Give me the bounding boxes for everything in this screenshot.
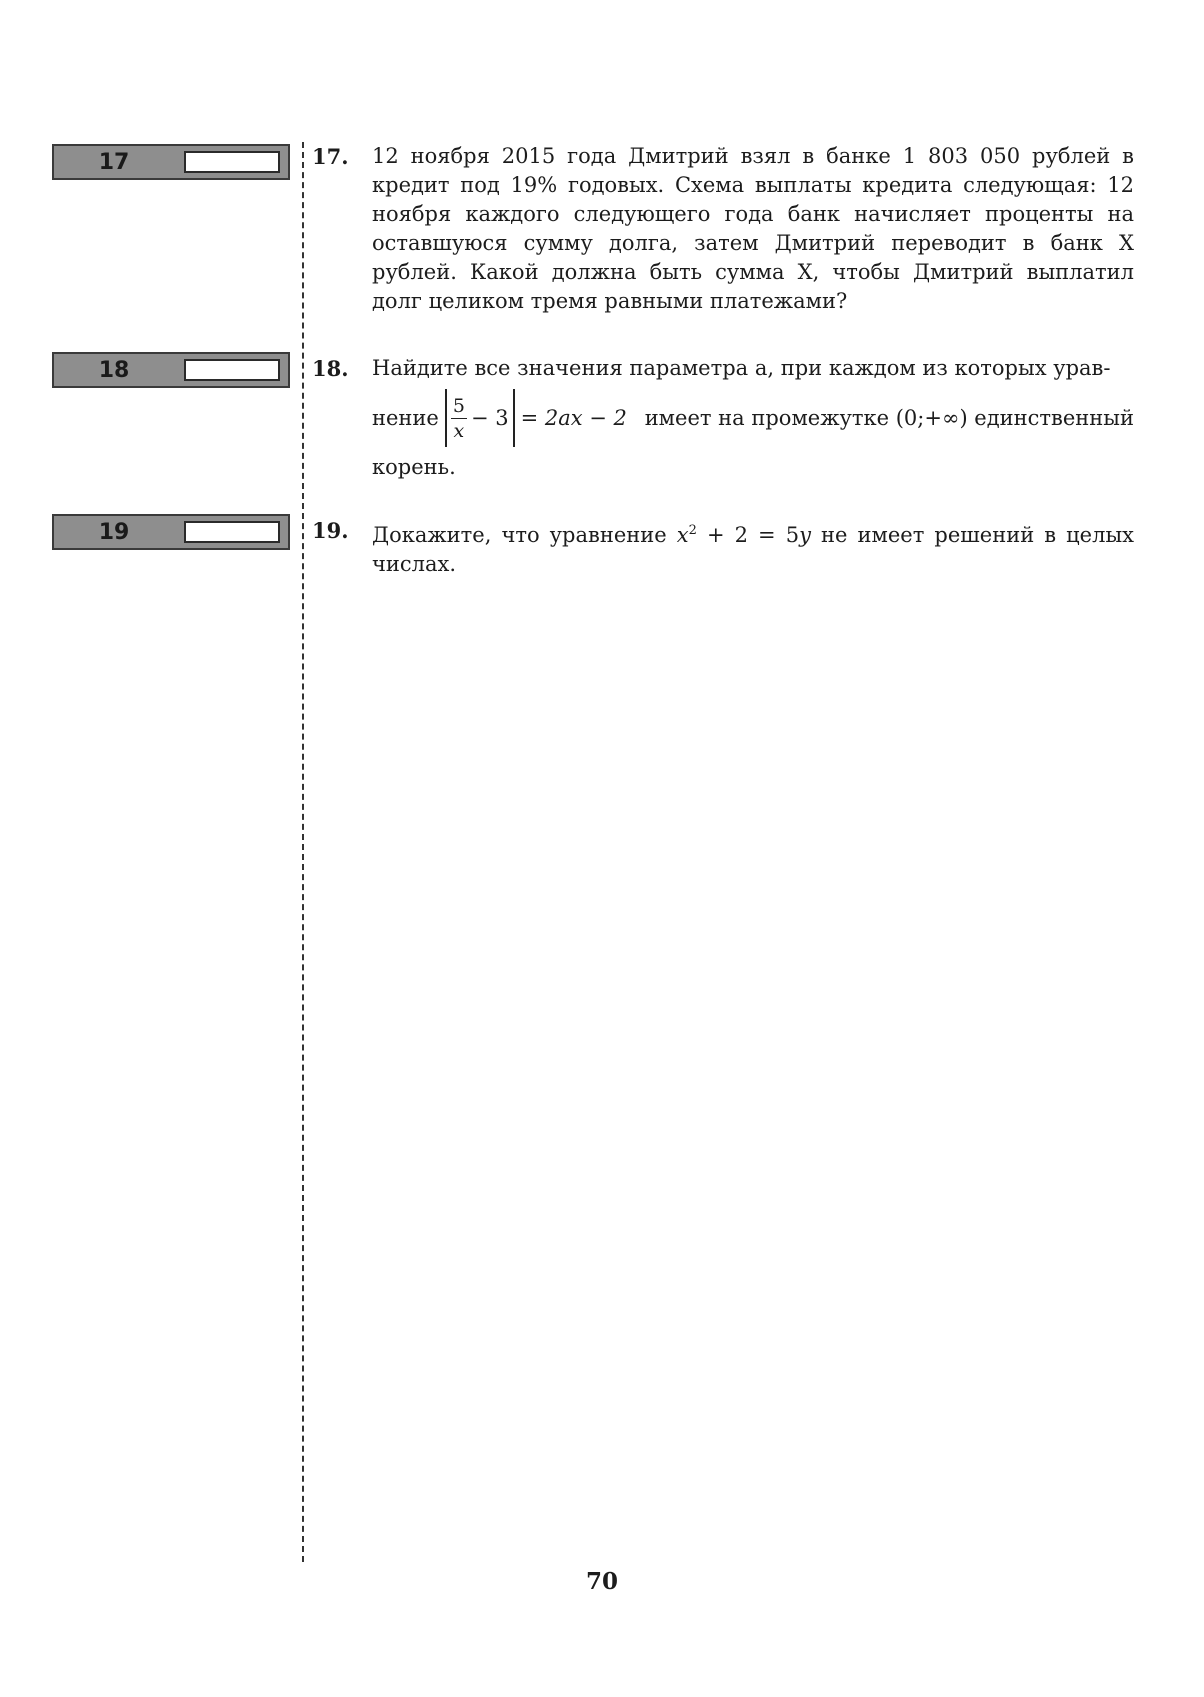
- task-18: [312, 354, 1134, 482]
- var-y: y: [799, 523, 811, 547]
- task-19-text-a: Докажите, что уравнение: [372, 523, 677, 547]
- answer-box-number: 17: [98, 149, 130, 175]
- task-number: 18.: [312, 356, 349, 381]
- cut-line-divider: [302, 142, 304, 1562]
- task-18-equation-line: [372, 383, 1134, 453]
- task-18-line1: Найдите все значения параметра a, при каждом из которых урав-: [372, 356, 1111, 380]
- answer-field-17[interactable]: [184, 151, 280, 173]
- task-19-text: [372, 516, 1134, 579]
- answer-box-18: [52, 352, 290, 388]
- answer-field-19[interactable]: [184, 521, 280, 543]
- answer-field-18[interactable]: [184, 359, 280, 381]
- equation-rhs: = 2ax − 2: [520, 405, 627, 430]
- task-18-line2-end: имеет на промежутке (0;+∞) единственный: [644, 405, 1134, 430]
- fraction-numerator: 5: [452, 394, 465, 417]
- answer-box-number: 18: [98, 357, 130, 383]
- task-number: 17.: [312, 144, 349, 169]
- abs-tail: − 3: [470, 405, 509, 430]
- task-18-line3: корень.: [372, 455, 456, 479]
- answer-box-19: [52, 514, 290, 550]
- page-number: 70: [585, 1568, 618, 1595]
- answer-box-17: [52, 144, 290, 180]
- fraction-denominator: x: [453, 419, 465, 442]
- task-19-text-b: + 2 = 5: [696, 523, 800, 547]
- answer-box-number: 19: [98, 519, 130, 545]
- absolute-value-expression: [445, 389, 515, 447]
- task-18-line2-start: нение: [372, 405, 439, 430]
- task-17-text: 12 ноября 2015 года Дмитрий взял в банке 1 803 050 рублей в кредит под 19% годовых. Схема выплаты кредита следующая: 12 ноября каждого следующего года банк начисляет проценты на оставшуюся сумму долга, затем Дмитрий переводит в банк X рублей. Какой должна быть сумма X, чтобы Дмитрий выплатил долг целиком тремя равными платежами?: [372, 144, 1134, 313]
- task-19-text-c: не имеет решений в целых числах.: [372, 523, 1134, 576]
- task-19: [312, 516, 1134, 579]
- task-17: [312, 142, 1134, 316]
- task-number: 19.: [312, 518, 349, 543]
- fraction: [451, 394, 467, 443]
- exponent: 2: [688, 523, 697, 538]
- var-x: x: [676, 523, 689, 547]
